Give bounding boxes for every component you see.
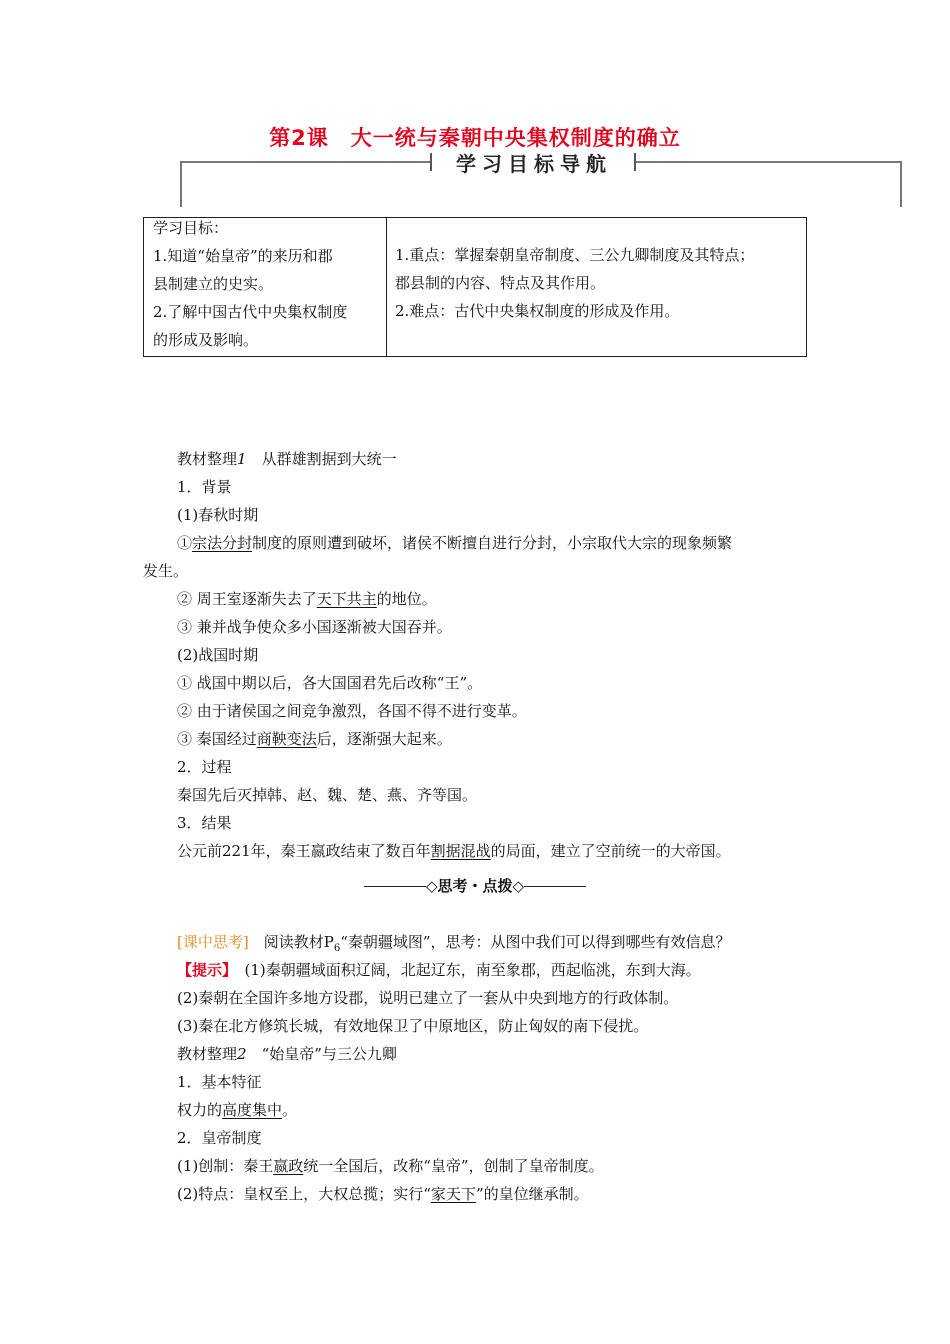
text: ② 周王室逐渐失去了	[177, 590, 317, 608]
goal-focus-line: 郡县制的内容、特点及其作用。	[395, 274, 606, 292]
background-title: 1．背景	[177, 478, 232, 496]
spring-point-2	[177, 589, 437, 609]
goal-line: 的形成及影响。	[153, 331, 259, 349]
key-term: 高度集中	[222, 1101, 283, 1119]
text: (2)特点：皇权至上，大权总揽；实行“	[177, 1185, 431, 1203]
heading-text: 从群雄割据到大统一	[246, 450, 397, 468]
key-term: 宗法分封	[192, 534, 253, 552]
text: ”的皇位继承制。	[475, 1185, 589, 1203]
result-text	[177, 841, 731, 861]
heading-prefix: 教材整理	[177, 450, 238, 468]
hint-line-3: (3)秦在北方修筑长城，有效地保卫了中原地区，防止匈奴的南下侵扰。	[177, 1017, 649, 1035]
goal-line: 1.知道“始皇帝”的来历和郡	[153, 247, 333, 265]
section1-heading	[177, 449, 397, 469]
text: 制度的原则遭到破坏，诸侯不断擅自进行分封，小宗取代大宗的现象频繁	[252, 534, 733, 552]
warring-point-3	[177, 729, 452, 749]
key-term: 商鞅变法	[256, 730, 317, 748]
goals-right-cell	[395, 241, 754, 325]
text: ③ 秦国经过	[177, 730, 257, 748]
spring-autumn-title: (1)春秋时期	[177, 506, 259, 524]
text: (1)创制：秦王	[177, 1157, 274, 1175]
goal-line: 学习目标：	[153, 219, 229, 237]
page-subscript: 6	[333, 943, 341, 954]
question-label: [课中思考]	[177, 933, 249, 951]
text: 的地位。	[376, 590, 437, 608]
section-banner: 学习目标导航	[456, 152, 612, 176]
text: 。	[282, 1101, 298, 1119]
text: 公元前221年，秦王嬴政结束了数百年	[177, 842, 431, 860]
process-title: 2．过程	[177, 758, 232, 776]
marker: ①	[177, 534, 193, 552]
spring-point-1-cont: 发生。	[143, 562, 189, 580]
text: 后，逐渐强大起来。	[316, 730, 452, 748]
basic-feature-title: 1．基本特征	[177, 1073, 262, 1091]
key-term: 割据混战	[430, 842, 491, 860]
goal-focus-line: 1.重点：掌握秦朝皇帝制度、三公九卿制度及其特点；	[395, 246, 755, 264]
lesson-title: 第2课 大一统与秦朝中央集权制度的确立	[269, 126, 681, 150]
heading-prefix: 教材整理	[177, 1045, 238, 1063]
banner-bracket-left	[180, 161, 182, 207]
banner-tick-right	[634, 153, 636, 171]
think-banner-text: ◇思考・点拨◇	[425, 877, 525, 895]
section2-heading	[177, 1044, 397, 1064]
text: 权力的	[177, 1101, 223, 1119]
think-rule-right	[524, 886, 586, 887]
hint-line-2: (2)秦朝在全国许多地方设郡，说明已建立了一套从中央到地方的行政体制。	[177, 989, 679, 1007]
emperor-system-title: 2．皇帝制度	[177, 1129, 262, 1147]
goal-line: 2.了解中国古代中央集权制度	[153, 303, 348, 321]
heading-number: 1	[237, 450, 247, 468]
process-text: 秦国先后灭掉韩、赵、魏、楚、燕、齐等国。	[177, 786, 478, 804]
goals-left-cell	[153, 214, 347, 354]
emperor-point-1	[177, 1156, 604, 1176]
hint-label: 【提示】	[177, 961, 230, 979]
banner-rule-right	[636, 161, 902, 163]
goal-focus-line: 2.难点：古代中央集权制度的形成及作用。	[395, 302, 680, 320]
heading-text: “始皇帝”与三公九卿	[246, 1045, 397, 1063]
think-question	[177, 932, 731, 959]
emperor-point-2	[177, 1184, 589, 1204]
basic-feature-text	[177, 1100, 297, 1120]
heading-number: 2	[237, 1045, 247, 1063]
text: “秦朝疆域图”，思考：从图中我们可以得到哪些有效信息？	[340, 933, 731, 951]
hint-line-1	[177, 960, 701, 980]
result-title: 3．结果	[177, 814, 232, 832]
goal-line: 县制建立的史实。	[153, 275, 274, 293]
table-divider	[386, 218, 387, 356]
key-term: 天下共主	[316, 590, 377, 608]
text: (1)秦朝疆域面积辽阔，北起辽东，南至象郡，西起临洮，东到大海。	[229, 961, 701, 979]
think-rule-left	[364, 886, 426, 887]
key-term: 家天下	[430, 1185, 476, 1203]
text: 阅读教材P	[248, 933, 334, 951]
learning-goals-table	[143, 217, 807, 357]
text: 统一全国后，改称“皇帝”，创制了皇帝制度。	[303, 1157, 604, 1175]
banner-tick-left	[430, 153, 432, 171]
text: 的局面，建立了空前统一的大帝国。	[490, 842, 731, 860]
warring-states-title: (2)战国时期	[177, 646, 259, 664]
banner-rule-left	[180, 161, 430, 163]
key-term: 嬴政	[273, 1157, 304, 1175]
warring-point-1: ① 战国中期以后，各大国国君先后改称“王”。	[177, 674, 483, 692]
warring-point-2: ② 由于诸侯国之间竞争激烈，各国不得不进行变革。	[177, 702, 527, 720]
spring-point-3: ③ 兼并战争使众多小国逐渐被大国吞并。	[177, 618, 452, 636]
banner-bracket-right	[900, 161, 902, 207]
spring-point-1	[177, 533, 732, 553]
think-banner	[0, 875, 950, 896]
